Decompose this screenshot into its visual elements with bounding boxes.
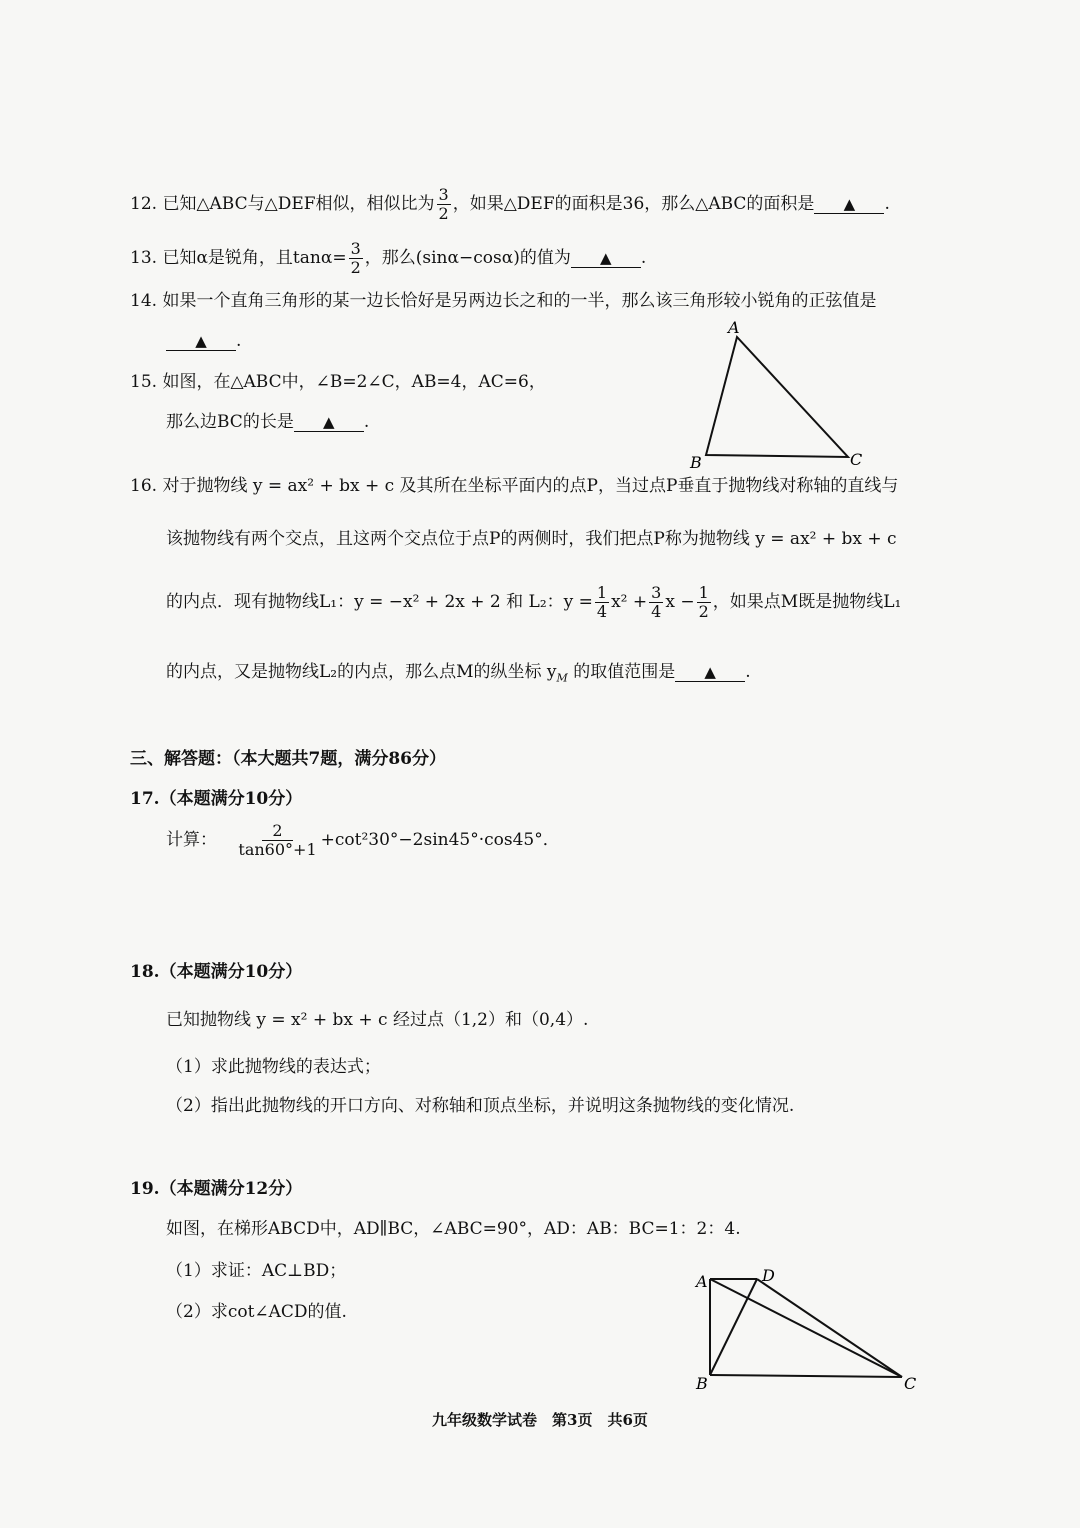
vertex-label-b: B [696, 1374, 708, 1393]
question-text: ，如果点M既是抛物线L₁ [712, 592, 902, 612]
fraction: $\frac{1}{2}$ [698, 583, 709, 621]
vertex-label-a: A [728, 318, 740, 337]
question-16-line3: 的内点．现有抛物线L₁：y = −x² + 2x + 2 和 L₂：y = $\frac{1}{4}$ x² + $\frac{3}{4}$ x − $\frac{1}{2}$ ，如果点M既是抛物线L₁ [166, 583, 902, 621]
answer-blank: ▲ [675, 663, 745, 682]
question-14 [130, 289, 876, 313]
vertex-label-d: D [762, 1266, 775, 1285]
answer-blank: ▲ [571, 249, 641, 268]
question-17-expression: 计算： $\frac{2}{\tan 60^\circ+1}$ +cot²30°−2sin45°·cos45°． [166, 821, 560, 859]
question-19-part1: （1）求证：AC⊥BD； [166, 1261, 347, 1281]
question-16-line2 [166, 527, 897, 551]
question-number: 12. [130, 194, 158, 214]
question-text: 如果一个直角三角形的某一边长恰好是另两边长之和的一半，那么该三角形较小锐角的正弦值是 [162, 291, 877, 311]
fraction: $\frac{3}{2}$ [438, 185, 449, 223]
question-19-text: 如图，在梯形ABCD中，AD∥BC，∠ABC=90°，AD：AB：BC=1：2：4. [166, 1219, 741, 1239]
question-18-heading: 18.（本题满分10分） [130, 962, 303, 982]
question-17-heading: 17.（本题满分10分） [130, 789, 303, 809]
question-text: 该抛物线有两个交点，且这两个交点位于点P的两侧时，我们把点P称为抛物线 y = ax² + bx + c [166, 529, 897, 549]
fraction: $\frac{2}{\tan 60^\circ+1}$ [238, 821, 317, 859]
question-15 [130, 370, 546, 394]
triangle-abc-figure [680, 315, 880, 475]
vertex-label-b: B [690, 453, 702, 472]
question-text: 已知α是锐角，且tanα= [162, 248, 347, 268]
question-18-part1: （1）求此抛物线的表达式； [166, 1057, 381, 1077]
question-16 [130, 474, 898, 498]
question-18-part2: （2）指出此抛物线的开口方向、对称轴和顶点坐标，并说明这条抛物线的变化情况. [166, 1096, 795, 1116]
question-text: 对于抛物线 y = ax² + bx + c 及其所在坐标平面内的点P，当过点P垂直于抛物线对称轴的直线与 [162, 476, 899, 496]
question-12: 12. 已知△ABC与△DEF相似，相似比为 $\frac{3}{2}$ ，如果△DEF的面积是36，那么△ABC的面积是 ▲ . [130, 185, 890, 223]
fraction: $\frac{1}{4}$ [596, 583, 608, 621]
vertex-label-c: C [904, 1374, 917, 1393]
question-number: 13. [130, 248, 158, 268]
question-18-text: 已知抛物线 y = x² + bx + c 经过点（1,2）和（0,4）. [166, 1010, 589, 1030]
answer-blank: ▲ [814, 195, 884, 214]
vertex-label-c: C [850, 450, 863, 469]
question-15-line2: 那么边BC的长是 ▲ . [166, 412, 370, 432]
question-16-line4: 的内点，又是抛物线L₂的内点，那么点M的纵坐标 $y_M$ 的取值范围是 ▲ . [166, 662, 751, 685]
vertex-label-a: A [696, 1272, 708, 1291]
section-heading: 三、解答题：（本大题共7题，满分86分） [130, 749, 446, 769]
question-text: 如图，在△ABC中，∠B=2∠C，AB=4，AC=6， [162, 372, 546, 392]
question-14-blank-line: ▲ . [166, 329, 241, 353]
question-13: 13. 已知α是锐角，且tanα= $\frac{3}{2}$ ，那么(sinα−cosα)的值为 ▲ . [130, 239, 647, 277]
question-number: 15. [130, 372, 158, 392]
question-text: 那么边BC的长是 [166, 412, 294, 432]
question-number: 16. [130, 476, 158, 496]
question-text: 的内点．现有抛物线L₁：y = −x² + 2x + 2 和 L₂：y = [166, 592, 593, 612]
fraction: $\frac{3}{4}$ [651, 583, 662, 621]
fraction: $\frac{3}{2}$ [350, 239, 361, 277]
question-text: 已知△ABC与△DEF相似，相似比为 [162, 194, 435, 214]
question-text: ，如果△DEF的面积是36，那么△ABC的面积是 [452, 194, 815, 214]
question-number: 14. [130, 291, 158, 311]
question-19-part2: （2）求cot∠ACD的值. [166, 1302, 347, 1322]
question-19-heading: 19.（本题满分12分） [130, 1179, 303, 1199]
answer-blank: ▲ [166, 332, 236, 351]
question-text: 的内点，又是抛物线L₂的内点，那么点M的纵坐标 y [166, 662, 557, 682]
page-footer: 九年级数学试卷 第3页 共6页 [432, 1411, 648, 1429]
question-text: ，那么(sinα−cosα)的值为 [364, 248, 571, 268]
answer-blank: ▲ [294, 413, 364, 432]
trapezoid-abcd-figure [690, 1265, 925, 1395]
